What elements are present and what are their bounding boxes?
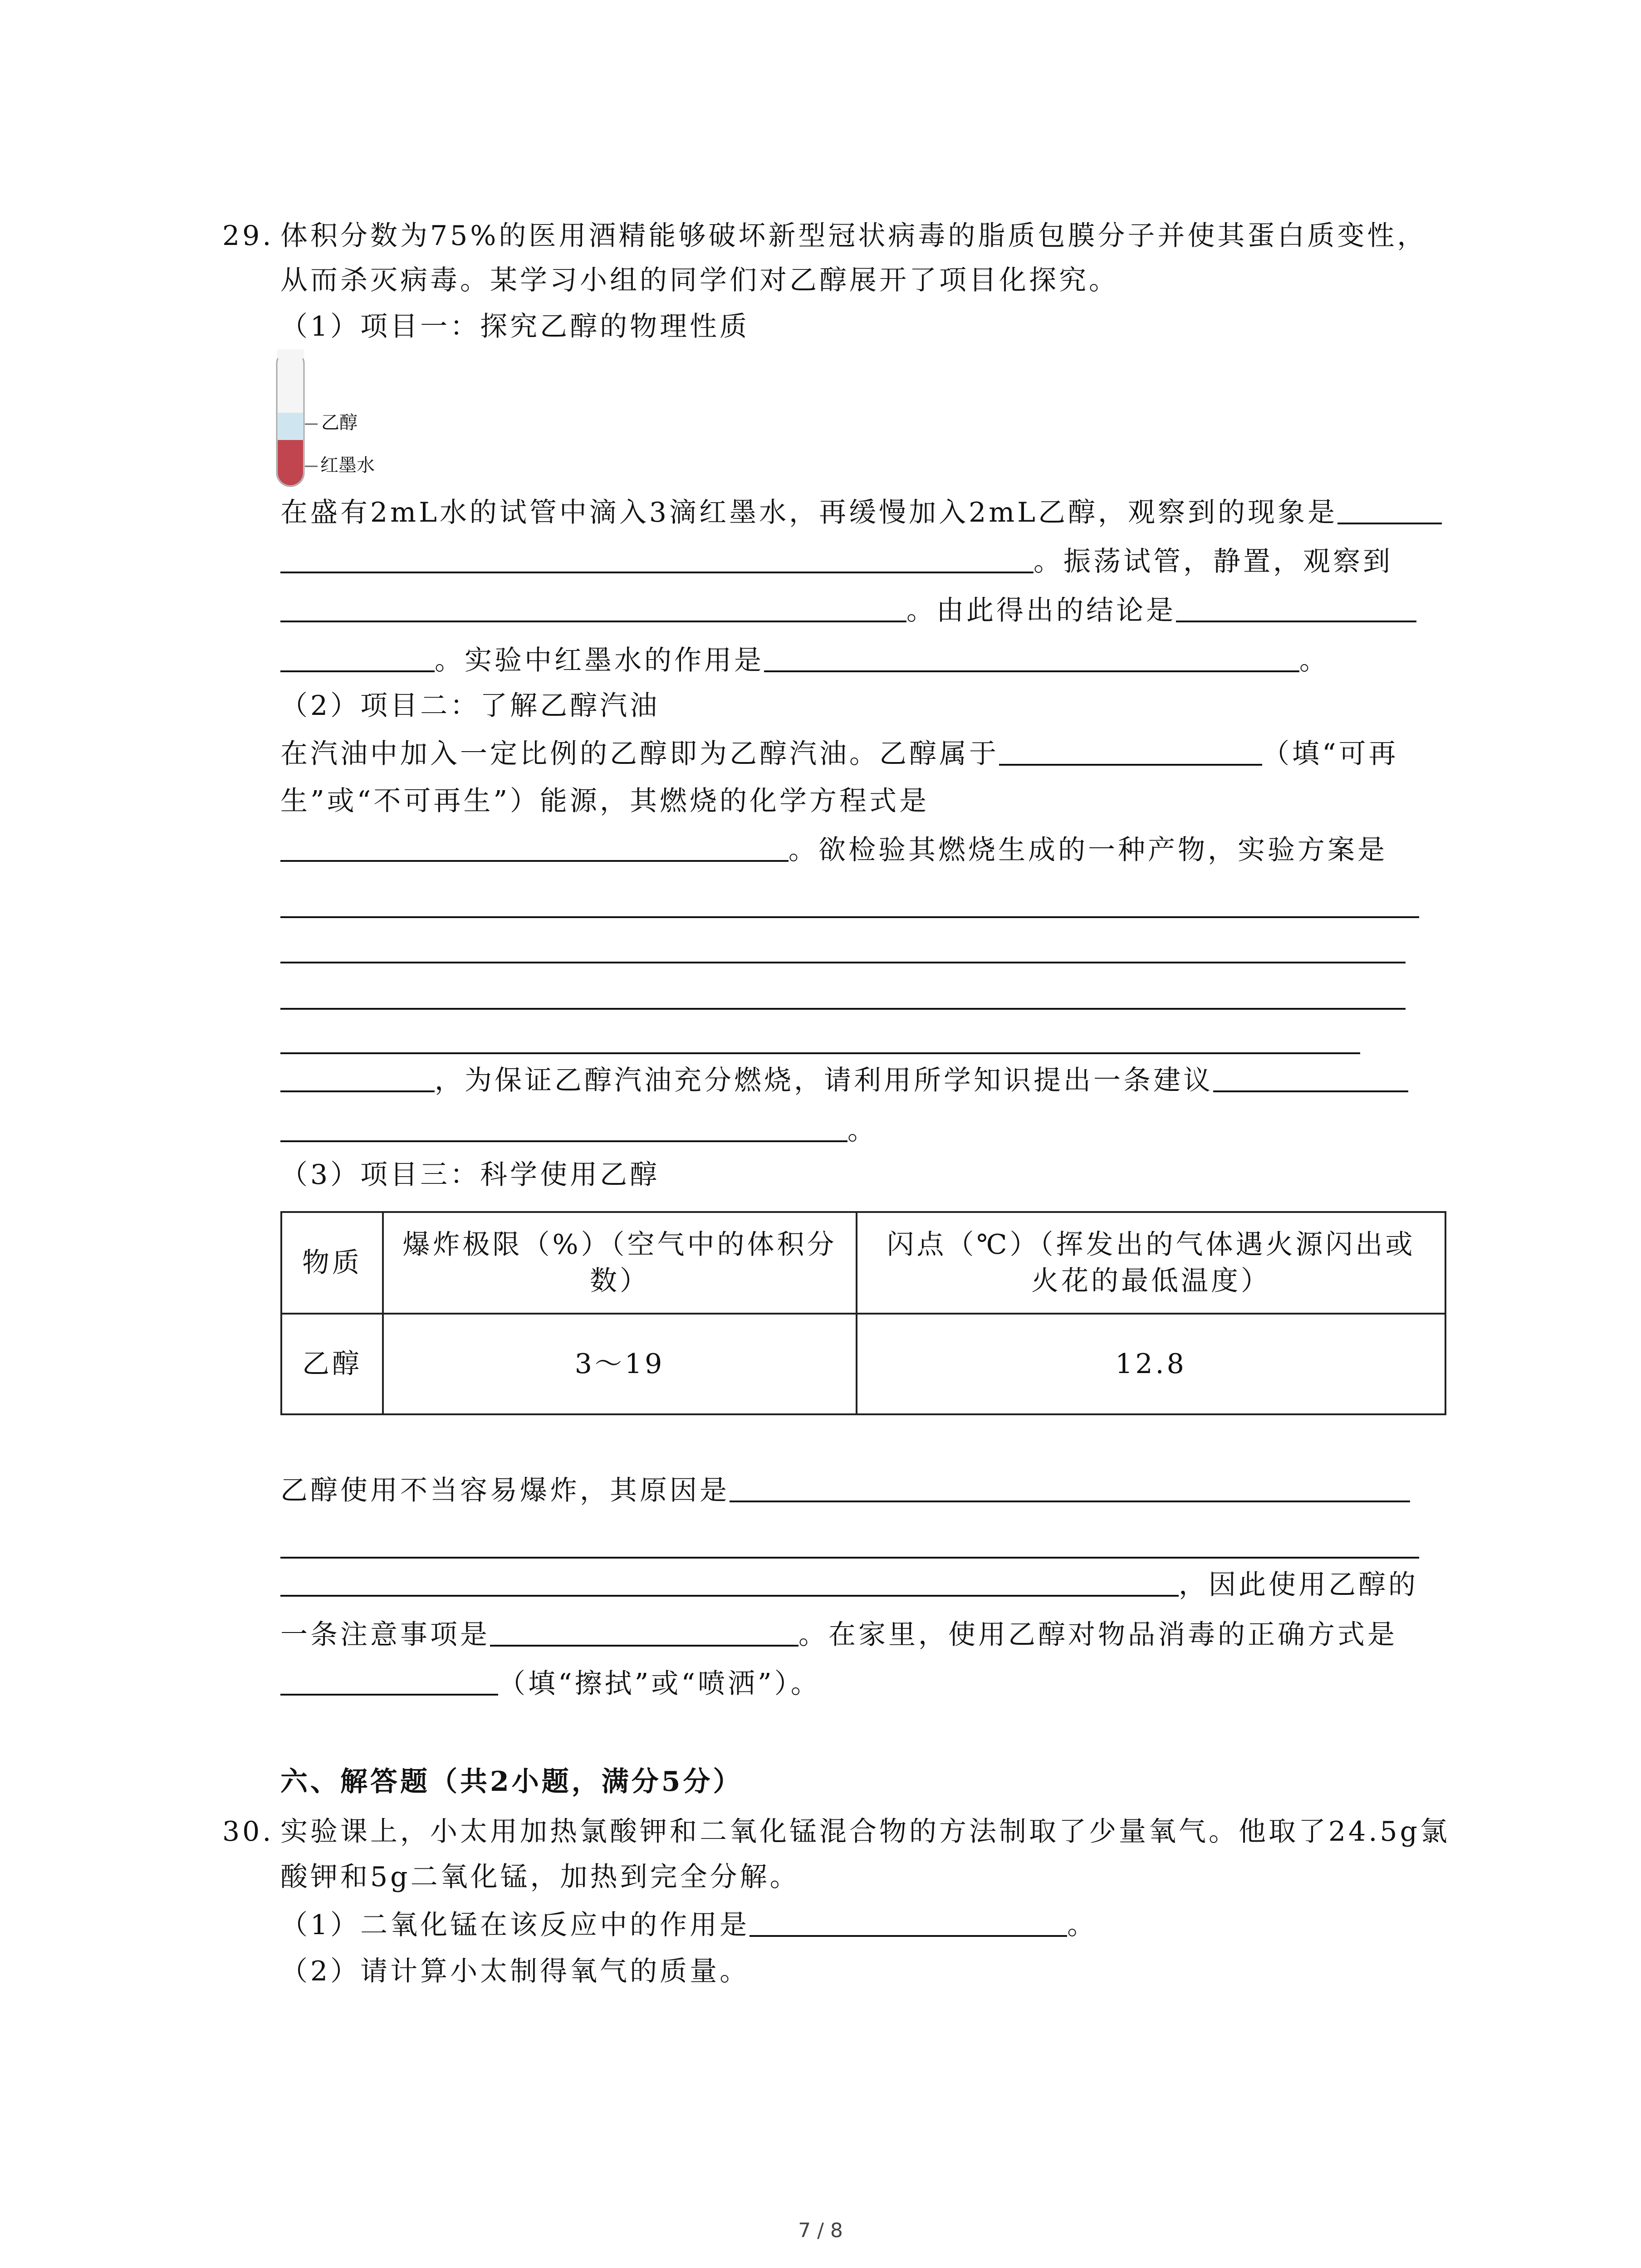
ethanol-properties-table: [280, 1211, 1446, 1415]
answer-blank-precaution[interactable]: [490, 1619, 798, 1647]
answer-blank-disinfection-method[interactable]: [280, 1668, 498, 1696]
question-29-number: 29.: [222, 220, 274, 252]
answer-line-plan-1[interactable]: [280, 916, 1419, 918]
part-3-line-1: [280, 1474, 1410, 1507]
answer-blank-red-ink-role[interactable]: [764, 645, 1299, 672]
part-2-line-1: [280, 738, 1399, 770]
part-2-line-2: 生”或“不可再生”）能源，其燃烧的化学方程式是: [280, 785, 930, 817]
answer-blank-explosion-reason[interactable]: [730, 1475, 1410, 1502]
table-cell-flash-point: 12.8: [857, 1314, 1445, 1414]
part-2-line-3-text: 。欲检验其燃烧生成的一种产物，实验方案是: [789, 834, 1387, 866]
answer-line-plan-4[interactable]: [280, 1052, 1360, 1054]
part-3-line-4-text: 一条注意事项是: [280, 1619, 490, 1651]
question-30-sub-2: （2）请计算小太制得氧气的质量。: [280, 1955, 750, 1987]
part-1-line-3: [280, 594, 1416, 627]
question-30-number: 30.: [222, 1816, 274, 1848]
question-30-line-2: 酸钾和5g二氧化锰，加热到完全分解。: [280, 1861, 800, 1893]
part-2-line-8: [280, 1064, 1408, 1097]
part-1-line-1-text: 在盛有2mL水的试管中滴入3滴红墨水，再缓慢加入2mL乙醇，观察到的现象是: [280, 497, 1337, 528]
answer-blank-suggestion[interactable]: [1213, 1065, 1408, 1092]
part-1-line-2-text: 。振荡试管，静置，观察到: [1034, 546, 1393, 577]
page-number: 7 / 8: [798, 2219, 843, 2242]
section-6-title: 六、解答题（共2小题，满分5分）: [280, 1766, 743, 1798]
part-3-title: （3）项目三：科学使用乙醇: [280, 1159, 660, 1191]
answer-blank-conclusion-cont[interactable]: [280, 645, 435, 672]
part-1-line-4-text: 。实验中红墨水的作用是: [435, 645, 764, 676]
question-30-line-1: 实验课上，小太用加热氯酸钾和二氧化锰混合物的方法制取了少量氧气。他取了24.5g氯: [280, 1816, 1450, 1848]
part-2-line-1-text: 在汽油中加入一定比例的乙醇即为乙醇汽油。乙醇属于: [280, 738, 999, 770]
question-29-intro-line-1: 体积分数为75%的医用酒精能够破坏新型冠状病毒的脂质包膜分子并使其蛋白质变性，: [280, 220, 1427, 252]
answer-blank-explosion-reason-cont[interactable]: [280, 1569, 1179, 1597]
part-1-line-1: [280, 496, 1442, 529]
figure-label-red-ink: 红墨水: [320, 455, 375, 476]
answer-blank-energy-type[interactable]: [999, 738, 1262, 766]
table-row: [281, 1314, 1445, 1414]
part-3-line-1-text: 乙醇使用不当容易爆炸，其原因是: [280, 1475, 730, 1506]
table-cell-explosion-limit: 3～19: [383, 1314, 857, 1414]
answer-line-plan-2[interactable]: [280, 962, 1406, 963]
answer-blank-conclusion[interactable]: [1176, 595, 1416, 622]
answer-blank-suggestion-cont[interactable]: [280, 1115, 847, 1142]
part-2-line-3: [280, 834, 1387, 866]
red-ink-layer: [278, 440, 303, 485]
table-cell-substance: 乙醇: [281, 1314, 383, 1414]
answer-blank-phenomenon[interactable]: [1337, 497, 1442, 524]
part-1-line-2: [280, 545, 1393, 578]
answer-blank-mno2-role[interactable]: [749, 1910, 1067, 1937]
ethanol-layer: [278, 413, 303, 440]
answer-blank-plan-end[interactable]: [280, 1065, 435, 1092]
table-header-explosion-limit: 爆炸极限（%）（空气中的体积分数）: [383, 1212, 857, 1314]
part-3-line-4-text-2: 。在家里，使用乙醇对物品消毒的正确方式是: [798, 1619, 1397, 1651]
part-2-line-1-end: （填“可再: [1262, 738, 1399, 770]
part-1-line-4: [280, 644, 1329, 677]
table-header-substance: 物质: [281, 1212, 383, 1314]
part-3-line-5-text: （填“擦拭”或“喷洒”）。: [498, 1668, 821, 1700]
question-30-sub-1-end: 。: [1067, 1909, 1097, 1941]
answer-line-plan-3[interactable]: [280, 1008, 1406, 1010]
answer-blank-phenomenon-cont[interactable]: [280, 546, 1034, 573]
part-3-line-3: [280, 1569, 1418, 1601]
part-2-title: （2）项目二：了解乙醇汽油: [280, 690, 660, 722]
figure-label-ethanol: 乙醇: [321, 412, 358, 433]
part-1-line-3-text: 。由此得出的结论是: [906, 595, 1176, 626]
part-3-line-4: [280, 1618, 1397, 1651]
part-3-line-3-text: ，因此使用乙醇的: [1179, 1569, 1418, 1601]
part-2-line-9: [280, 1114, 877, 1147]
answer-line-explosion-reason[interactable]: [280, 1557, 1419, 1559]
part-2-line-9-end: 。: [847, 1114, 877, 1146]
answer-blank-equation[interactable]: [280, 835, 789, 862]
part-1-title: （1）项目一：探究乙醇的物理性质: [280, 311, 750, 342]
table-header-row: [281, 1212, 1445, 1314]
answer-blank-shaking-observation[interactable]: [280, 595, 906, 622]
table-header-flash-point: 闪点（℃）（挥发出的气体遇火源闪出或火花的最低温度）: [857, 1212, 1445, 1314]
part-3-line-5: [280, 1667, 821, 1700]
question-29-intro-line-2: 从而杀灭病毒。某学习小组的同学们对乙醇展开了项目化探究。: [280, 264, 1119, 296]
part-1-line-4-end: 。: [1299, 645, 1329, 676]
question-30-sub-1-text: （1）二氧化锰在该反应中的作用是: [280, 1909, 750, 1941]
part-2-line-8-text: ，为保证乙醇汽油充分燃烧，请利用所学知识提出一条建议: [435, 1065, 1213, 1096]
question-30-sub-1: [280, 1909, 1097, 1941]
